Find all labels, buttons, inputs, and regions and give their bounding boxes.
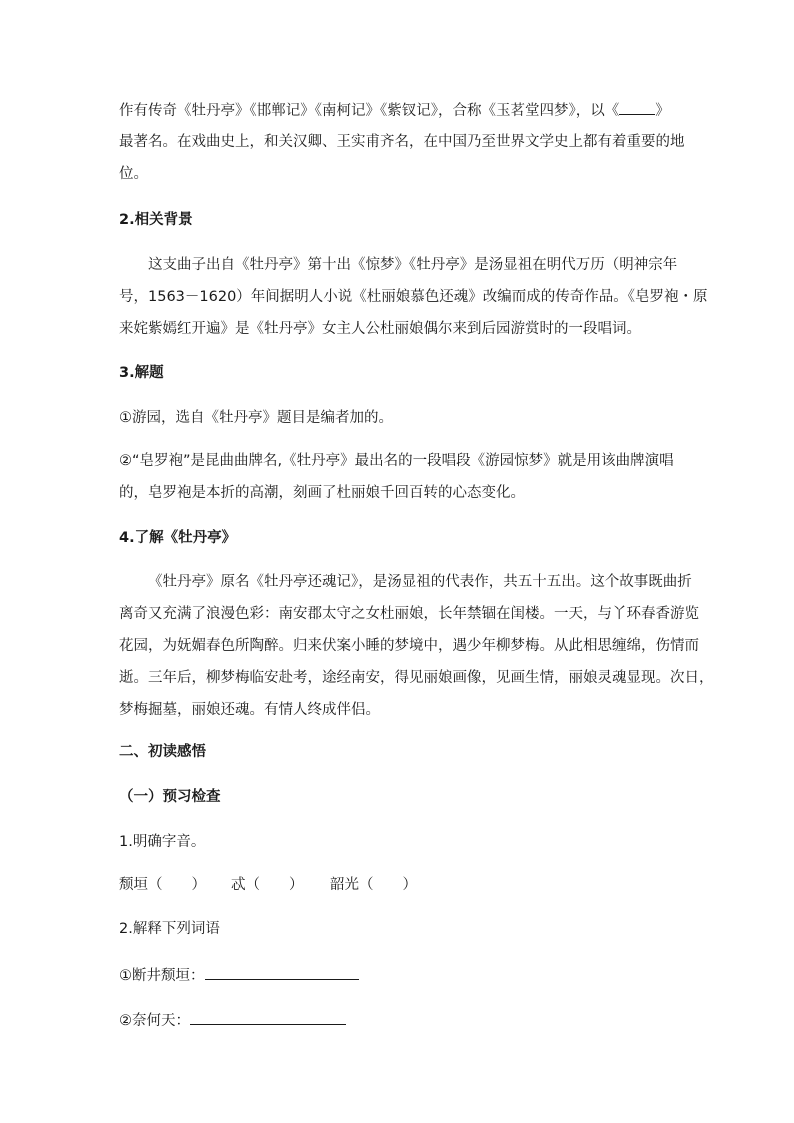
title-explain-item-2-line-1: ②“皂罗袍”是昆曲曲牌名,《牡丹亭》最出名的一段唱段《游园惊梦》就是用该曲牌演唱 (119, 453, 674, 469)
vocab-item-2 (119, 1008, 346, 1031)
pronunciation-item-3[interactable]: 韶光（ ） (330, 877, 417, 893)
intro-line-1-text: 作有传奇《牡丹亭》《邯郸记》《南柯记》《紫钗记》，合称《玉茗堂四梦》，以《 (119, 103, 620, 119)
pronunciation-item-2[interactable]: 忒（ ） (231, 877, 304, 893)
background-line-1: 这支曲子出自《牡丹亭》第十出《惊梦》《牡丹亭》是汤显祖在明代万历（明神宗年 (148, 257, 678, 273)
sub-heading-preview-check: （一）预习检查 (119, 789, 221, 805)
title-explain-item-1: ①游园，选自《牡丹亭》题目是编者加的。 (119, 410, 393, 426)
intro-line-3: 位。 (119, 166, 148, 182)
vocab-item-1 (119, 963, 359, 986)
vocab-answer-line-1[interactable] (205, 963, 359, 980)
title-explain-item-2-line-2: 的，皂罗袍是本折的高潮，刻画了杜丽娘千回百转的心态变化。 (119, 485, 525, 501)
peony-line-1: 《牡丹亭》原名《牡丹亭还魂记》，是汤显祖的代表作，共五十五出。这个故事既曲折 (148, 574, 692, 590)
peony-line-3: 花园，为妩媚春色所陶醉。归来伏案小睡的梦境中，遇少年柳梦梅。从此相思缠绵，伤情而 (119, 638, 699, 654)
vocab-answer-line-2[interactable] (190, 1008, 346, 1025)
intro-line-1 (119, 100, 670, 121)
section-heading-peony-pavilion: 4.了解《牡丹亭》 (119, 530, 237, 546)
intro-line-1-end: 》 (655, 103, 670, 119)
pronunciation-item-1[interactable]: 颓垣（ ） (119, 877, 206, 893)
fill-blank[interactable] (619, 100, 655, 115)
question-1-label: 1.明确字音。 (119, 834, 206, 850)
background-line-2: 号，1563－1620）年间据明人小说《杜丽娘慕色还魂》改编而成的传奇作品。《皂罗袍・原 (119, 289, 708, 305)
vocab-item-2-label: ②奈何天： (119, 1013, 190, 1029)
peony-line-2: 离奇又充满了浪漫色彩：南安郡太守之女杜丽娘，长年禁锢在闺楼。一天，与丫环春香游览 (119, 606, 699, 622)
section-heading-title-explain: 3.解题 (119, 365, 164, 381)
intro-line-2: 最著名。在戏曲史上，和关汉卿、王实甫齐名，在中国乃至世界文学史上都有着重要的地 (119, 134, 685, 150)
peony-line-5: 梦梅掘墓，丽娘还魂。有情人终成伴侣。 (119, 702, 380, 718)
peony-line-4: 逝。三年后，柳梦梅临安赴考，途经南安，得见丽娘画像，见画生情，丽娘灵魂显现。次日， (119, 670, 714, 686)
question-2-label: 2.解释下列词语 (119, 921, 220, 937)
background-line-3: 来姹紫嫣红开遍》是《牡丹亭》女主人公杜丽娘偶尔来到后园游赏时的一段唱词。 (119, 321, 641, 337)
part-heading-first-reading: 二、初读感悟 (119, 744, 206, 760)
section-heading-background: 2.相关背景 (119, 212, 193, 228)
vocab-item-1-label: ①断井颓垣： (119, 968, 205, 984)
